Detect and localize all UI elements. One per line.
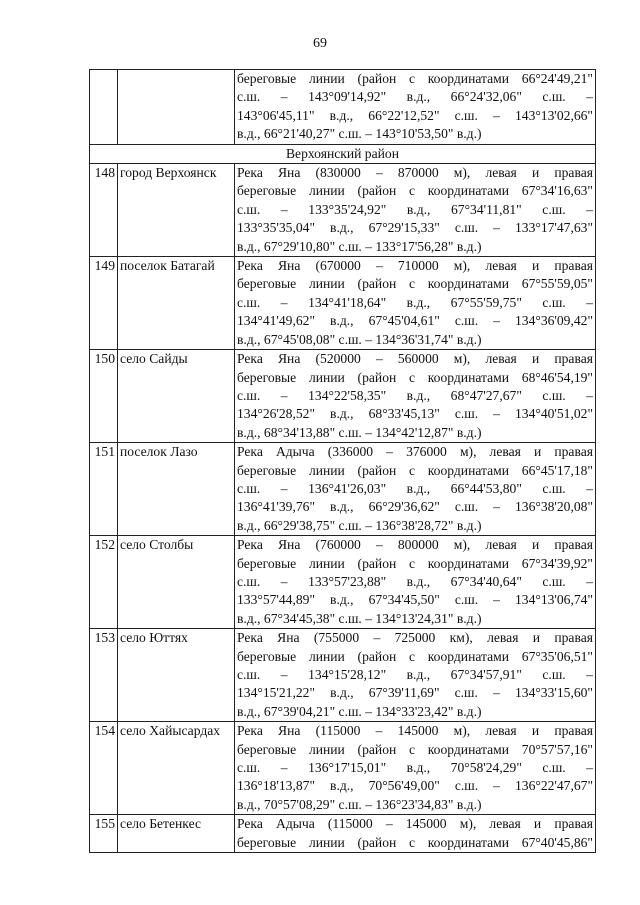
section-row <box>90 144 596 163</box>
description-line: 134°26'28,52" в.д., 68°33'45,13" с.ш. – 134°40'51,02" <box>237 406 593 422</box>
settlement-name-cell: поселок Лазо <box>118 443 235 536</box>
description-line: с.ш. – 134°15'28,12" в.д., 67°34'57,91" с.ш. – <box>237 667 593 682</box>
row-number-cell: 150 <box>90 350 118 443</box>
description-line: в.д., 68°34'13,88" с.ш. – 134°42'12,87" в.д.) <box>237 424 482 440</box>
description-line: 134°41'49,62" в.д., 67°45'04,61" с.ш. – 134°36'09,42" <box>237 313 593 329</box>
description-line: Река Яна (520000 – 560000 м), левая и правая <box>237 351 593 367</box>
settlement-name-cell: село Юттях <box>118 629 235 722</box>
description-line: береговые линии (район с координатами 67°55'59,05" <box>237 276 593 292</box>
description-cell <box>235 70 596 145</box>
description-line: 143°06'45,11" в.д., 66°22'12,52" с.ш. – 143°13'02,66" <box>237 107 593 123</box>
settlement-name-cell: село Бетенкес <box>118 815 235 853</box>
page-number: 69 <box>313 36 327 51</box>
description-line: береговые линии (район с координатами 67°34'39,92" <box>237 555 593 571</box>
settlement-name-cell: село Хайысардах <box>118 722 235 815</box>
description-cell <box>235 257 596 350</box>
description-line: с.ш. – 136°41'26,03" в.д., 66°44'53,80" с.ш. – <box>237 480 593 496</box>
row-number-cell <box>90 70 118 145</box>
description-cell <box>235 536 596 629</box>
settlement-name-cell <box>118 70 235 145</box>
row-number-cell: 155 <box>90 815 118 853</box>
description-cell <box>235 164 596 257</box>
description-cell <box>235 629 596 722</box>
table-row <box>90 722 596 815</box>
description-line: в.д., 67°45'08,08" с.ш. – 134°36'31,74" в.д.) <box>237 331 482 347</box>
description-cell <box>235 350 596 443</box>
row-number-cell: 151 <box>90 443 118 536</box>
row-number-cell: 152 <box>90 536 118 629</box>
settlement-name-cell: город Верхоянск <box>118 164 235 257</box>
table-row <box>90 350 596 443</box>
description-line: Река Яна (830000 – 870000 м), левая и правая <box>237 165 593 181</box>
description-line: Река Яна (760000 – 800000 м), левая и правая <box>237 537 593 553</box>
table-row <box>90 815 596 853</box>
section-title: Верхоянский район <box>90 144 596 163</box>
description-line: в.д., 70°57'08,29" с.ш. – 136°23'34,83" в.д.) <box>237 796 482 812</box>
description-line: Река Адыча (115000 – 145000 м), левая и правая <box>237 816 593 832</box>
description-line: в.д., 67°29'10,80" с.ш. – 133°17'56,28" в.д.) <box>237 238 482 254</box>
description-line: с.ш. – 134°22'58,35" в.д., 68°47'27,67" с.ш. – <box>237 387 593 403</box>
carryover-row <box>90 70 596 145</box>
settlement-name-cell: село Столбы <box>118 536 235 629</box>
table-row <box>90 443 596 536</box>
row-number-cell: 153 <box>90 629 118 722</box>
description-cell <box>235 722 596 815</box>
description-line: Река Яна (115000 – 145000 м), левая и правая <box>237 723 593 739</box>
description-line: Река Яна (755000 – 725000 км), левая и правая <box>237 630 593 646</box>
description-line: 136°18'13,87" в.д., 70°56'49,00" с.ш. – 136°22'47,67" <box>237 778 593 794</box>
description-line: береговые линии (район с координатами 68°46'54,19" <box>237 369 593 385</box>
description-line: в.д., 67°39'04,21" с.ш. – 134°33'23,42" в.д.) <box>237 703 482 719</box>
description-line: береговые линии (район с координатами 67°35'06,51" <box>237 648 593 664</box>
row-number-cell: 149 <box>90 257 118 350</box>
description-line: в.д., 66°29'38,75" с.ш. – 136°38'28,72" в.д.) <box>237 517 482 533</box>
description-line: в.д., 67°34'45,38" с.ш. – 134°13'24,31" в.д.) <box>237 610 482 626</box>
description-line: Река Яна (670000 – 710000 м), левая и правая <box>237 258 593 274</box>
description-line: береговые линии (район с координатами 67°40'45,86" <box>237 834 593 850</box>
settlement-name-cell: поселок Батагай <box>118 257 235 350</box>
description-line: береговые линии (район с координатами 70°57'57,16" <box>237 741 593 757</box>
description-cell <box>235 443 596 536</box>
description-line: 134°15'21,22" в.д., 67°39'11,69" с.ш. – 134°33'15,60" <box>237 685 593 701</box>
table-row <box>90 629 596 722</box>
table-row <box>90 536 596 629</box>
description-line: с.ш. – 134°41'18,64" в.д., 67°55'59,75" с.ш. – <box>237 294 593 310</box>
table-row <box>90 164 596 257</box>
description-line: с.ш. – 143°09'14,92" в.д., 66°24'32,06" с.ш. – <box>237 89 593 105</box>
description-line: 133°35'35,04" в.д., 67°29'15,33" с.ш. – 133°17'47,63" <box>237 220 593 236</box>
description-line: в.д., 66°21'40,27" с.ш. – 143°10'53,50" в.д.) <box>237 126 482 142</box>
description-line: 136°41'39,76" в.д., 66°29'36,62" с.ш. – 136°38'20,08" <box>237 499 593 515</box>
row-number-cell: 154 <box>90 722 118 815</box>
row-number-cell: 148 <box>90 164 118 257</box>
description-line: с.ш. – 133°35'24,92" в.д., 67°34'11,81" с.ш. – <box>237 201 593 217</box>
description-line: с.ш. – 133°57'23,88" в.д., 67°34'40,64" с.ш. – <box>237 573 593 589</box>
table-body <box>90 70 596 853</box>
description-line: 133°57'44,89" в.д., 67°34'45,50" с.ш. – 134°13'06,74" <box>237 592 593 608</box>
description-line: береговые линии (район с координатами 67°34'16,63" <box>237 183 593 199</box>
settlements-table <box>89 69 596 853</box>
description-line: с.ш. – 136°17'15,01" в.д., 70°58'24,29" с.ш. – <box>237 760 593 776</box>
table-row <box>90 257 596 350</box>
description-line: береговые линии (район с координатами 66°45'17,18" <box>237 462 593 478</box>
description-cell <box>235 815 596 853</box>
settlement-name-cell: село Сайды <box>118 350 235 443</box>
description-line: береговые линии (район с координатами 66°24'49,21" <box>237 71 593 86</box>
description-line: Река Адыча (336000 – 376000 м), левая и правая <box>237 444 593 460</box>
